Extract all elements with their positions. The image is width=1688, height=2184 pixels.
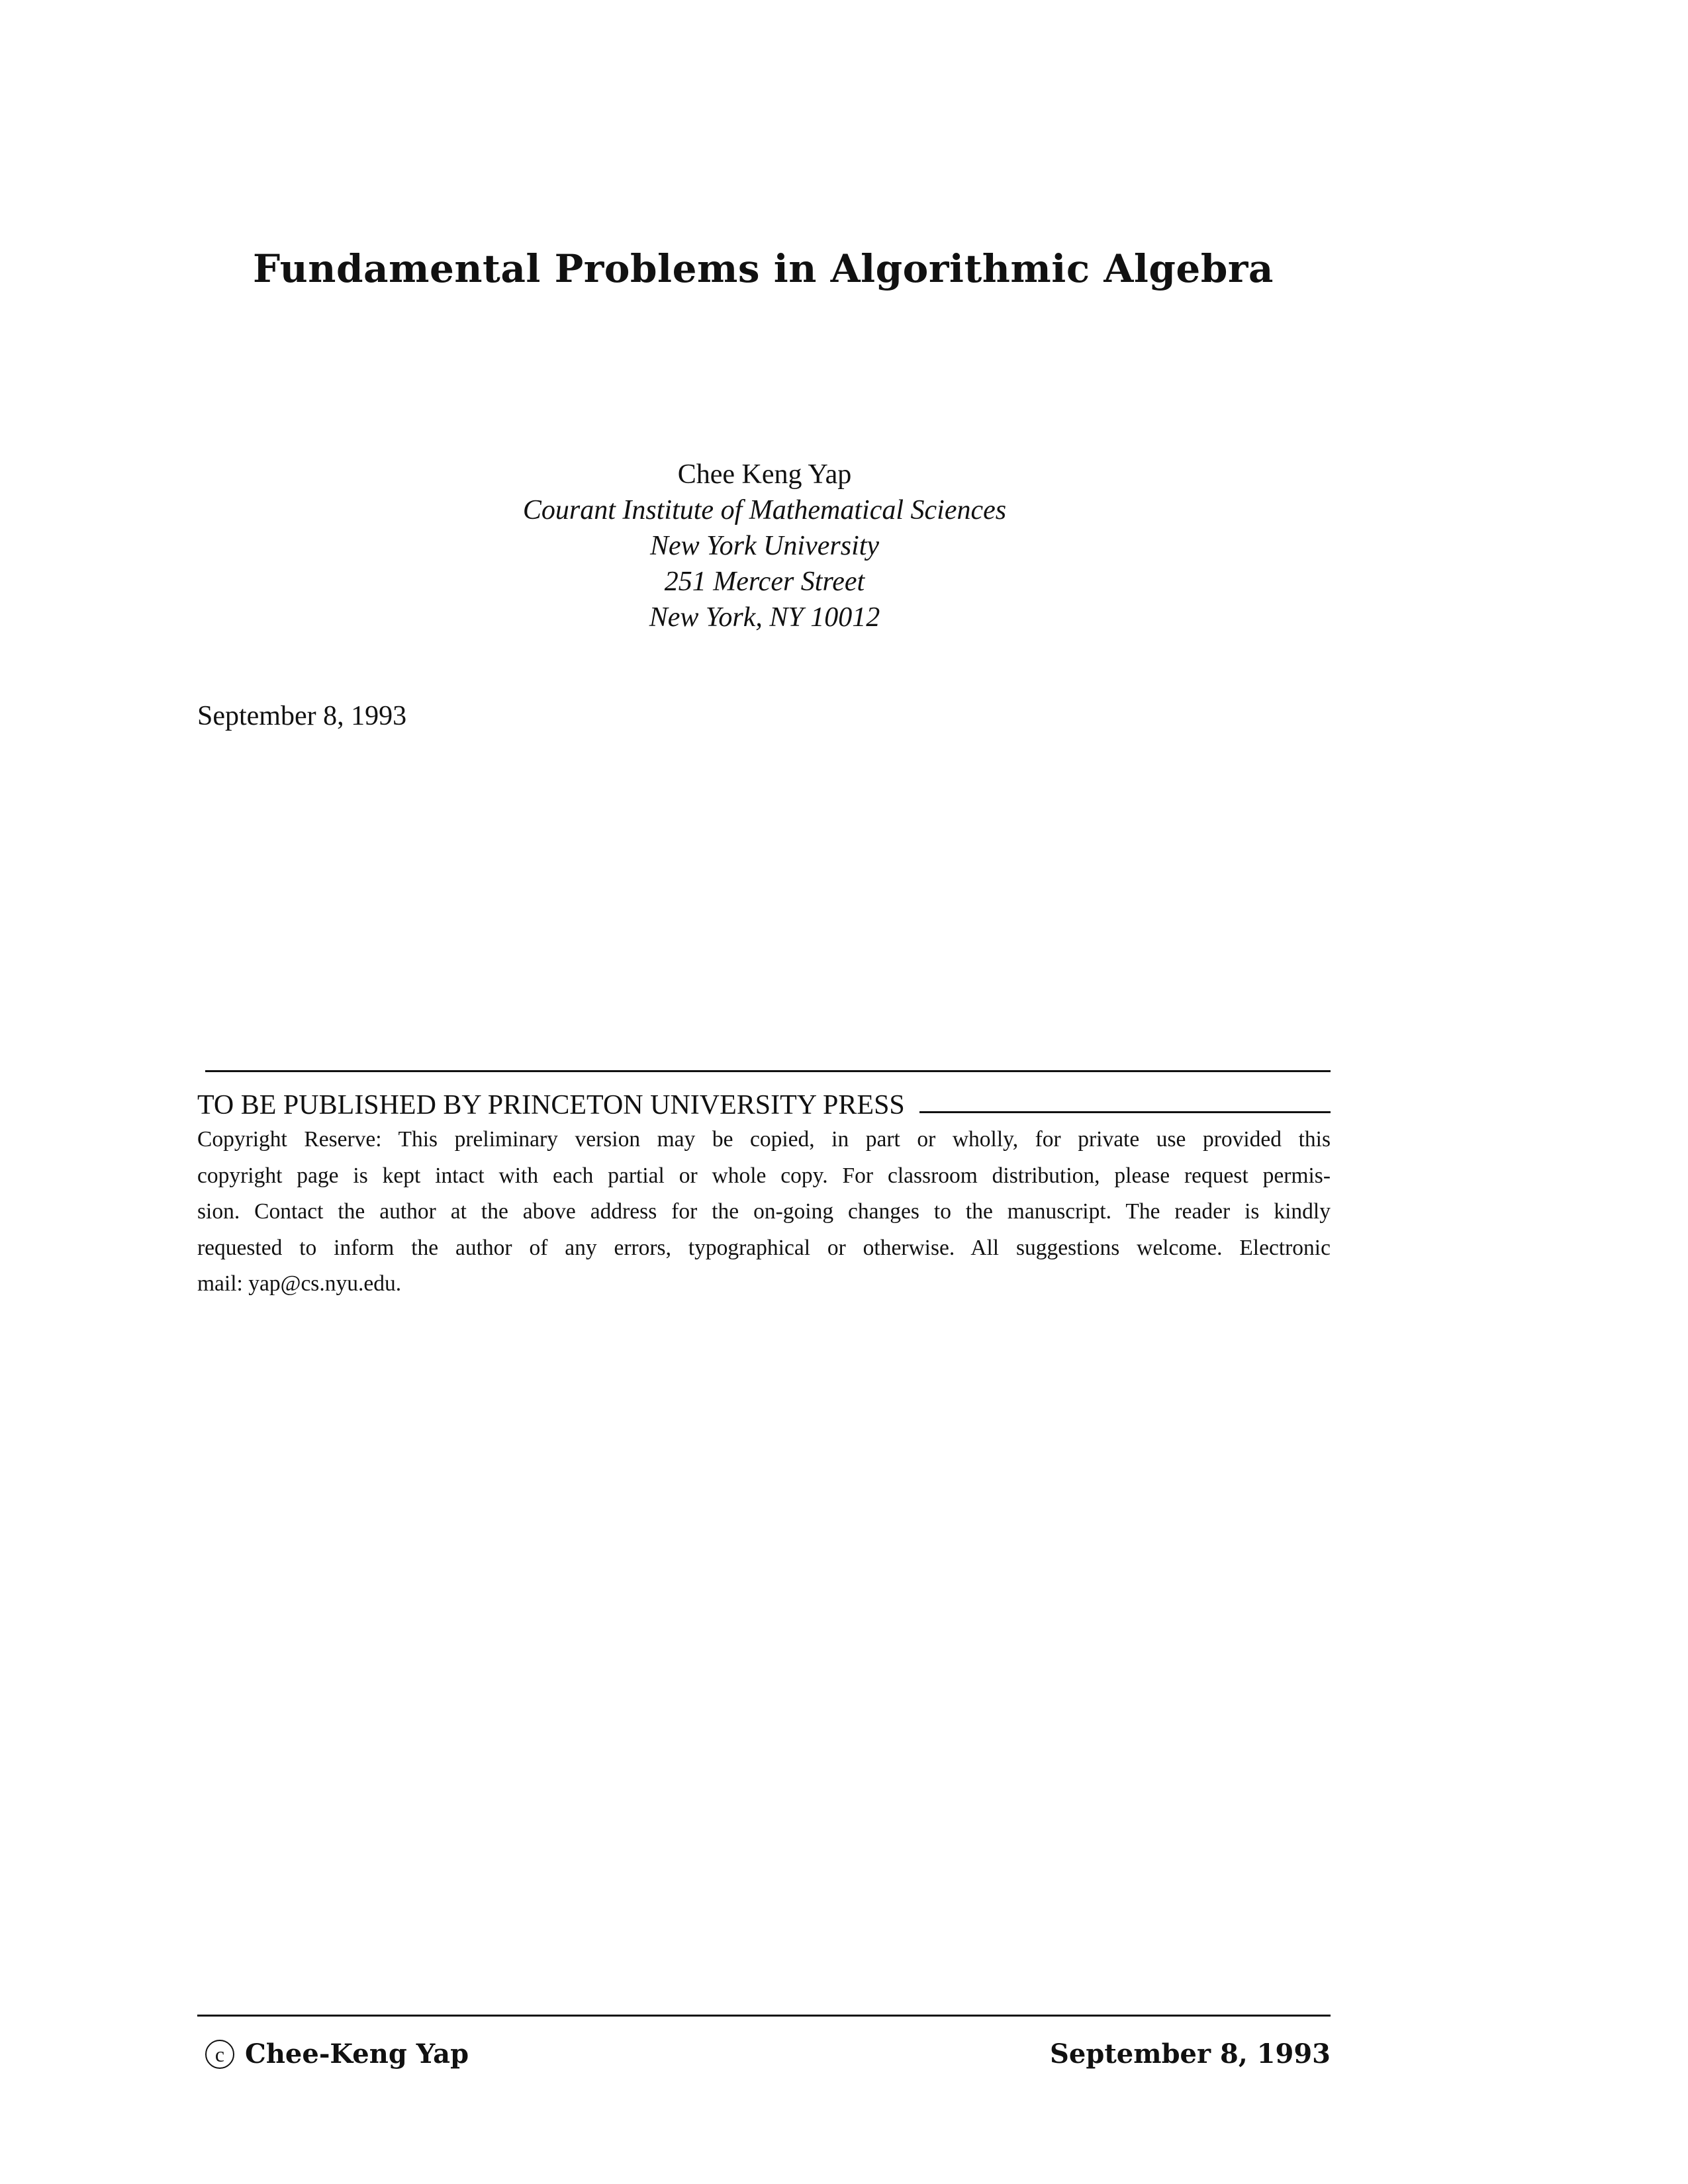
footer-date: September 8, 1993	[1050, 2038, 1331, 2070]
document-title: Fundamental Problems in Algorithmic Algebra	[252, 246, 1274, 291]
publish-notice-line	[197, 1087, 1331, 1123]
publish-notice: TO BE PUBLISHED BY PRINCETON UNIVERSITY PRESS	[197, 1090, 905, 1120]
page-footer	[197, 2038, 1331, 2075]
author-city: New York, NY 10012	[649, 602, 880, 633]
footer-left	[205, 2038, 469, 2070]
document-date: September 8, 1993	[197, 701, 407, 731]
copyright-line: copyright page is kept intact with each partial or whole copy. For classroom distribution, please request permis-	[197, 1163, 1331, 1188]
copyright-symbol: c	[205, 2040, 234, 2069]
copyright-paragraph	[197, 1122, 1331, 1302]
author-name: Chee Keng Yap	[677, 459, 852, 490]
copyright-line: requested to inform the author of any errors, typographical or otherwise. All suggestions welcome. Electronic	[197, 1235, 1331, 1260]
publish-notice-rule	[919, 1111, 1331, 1113]
footer-rule	[197, 2015, 1331, 2017]
author-street: 251 Mercer Street	[664, 567, 865, 597]
copyright-line: sion. Contact the author at the above address for the on-going changes to the manuscript. The reader is kindly	[197, 1199, 1331, 1224]
author-university: New York University	[649, 531, 880, 561]
author-block	[437, 457, 1092, 635]
top-rule	[205, 1070, 1331, 1072]
copyright-line: Copyright Reserve: This preliminary version may be copied, in part or wholly, for private use provided this	[197, 1127, 1331, 1152]
author-institute: Courant Institute of Mathematical Sciences	[522, 495, 1007, 525]
copyright-line: mail: yap@cs.nyu.edu.	[197, 1271, 402, 1296]
footer-author: Chee-Keng Yap	[245, 2038, 469, 2070]
